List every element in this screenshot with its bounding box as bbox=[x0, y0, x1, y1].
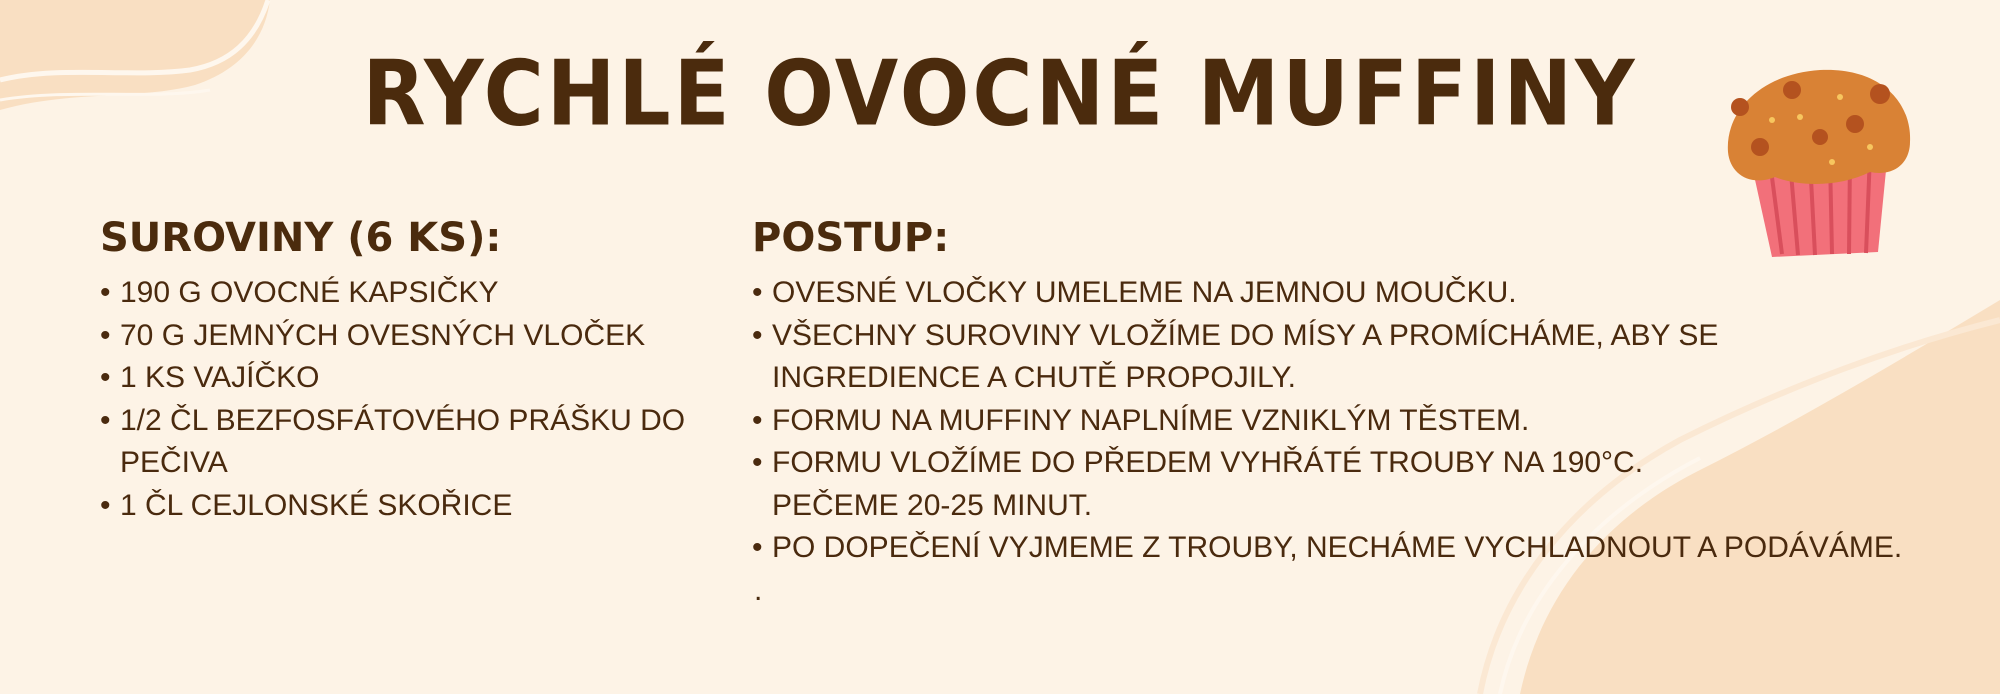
list-item bbox=[100, 400, 700, 485]
step-text: PO DOPEČENÍ VYJMEME Z TROUBY, NECHÁME VYCHLADNOUT A PODÁVÁME. bbox=[772, 531, 1903, 564]
step-text: FORMU NA MUFFINY NAPLNÍME VZNIKLÝM TĚSTEM. bbox=[772, 403, 1530, 437]
list-item bbox=[752, 272, 1952, 315]
method-heading: POSTUP: bbox=[752, 215, 950, 261]
method-section bbox=[752, 212, 1952, 612]
ingredient-text: 190 G OVOCNÉ KAPSIČKY bbox=[120, 276, 499, 309]
list-item bbox=[100, 485, 700, 528]
ingredients-section bbox=[100, 212, 700, 527]
ingredient-text: 1 ČL CEJLONSKÉ SKOŘICE bbox=[120, 488, 513, 522]
method-list bbox=[752, 272, 1952, 570]
list-item bbox=[100, 357, 700, 400]
bullet: • bbox=[100, 488, 111, 522]
list-item bbox=[752, 400, 1952, 443]
page-title: RYCHLÉ OVOCNÉ MUFFINY bbox=[362, 42, 1638, 147]
bullet: • bbox=[752, 318, 763, 352]
bullet: • bbox=[752, 276, 763, 309]
step-text: VŠECHNY SUROVINY VLOŽÍME DO MÍSY A PROMÍCHÁME, ABY SE INGREDIENCE A CHUTĚ PROPOJILY. bbox=[772, 318, 1719, 394]
ingredients-heading: SUROVINY (6 KS): bbox=[100, 215, 502, 261]
step-text: FORMU VLOŽÍME DO PŘEDEM VYHŘÁTÉ TROUBY NA 190°C. PEČEME 20-25 MINUT. bbox=[772, 446, 1644, 522]
list-item bbox=[100, 272, 700, 315]
list-item bbox=[752, 442, 1772, 527]
bullet: • bbox=[100, 403, 111, 437]
list-item bbox=[752, 315, 1772, 400]
ingredient-text: 1/2 ČL BEZFOSFÁTOVÉHO PRÁŠKU DO PEČIVA bbox=[120, 403, 686, 479]
bullet: • bbox=[100, 318, 111, 352]
ingredient-text: 70 G JEMNÝCH OVESNÝCH VLOČEK bbox=[120, 318, 646, 352]
list-item bbox=[752, 527, 1952, 570]
ingredient-text: 1 KS VAJÍČKO bbox=[120, 361, 320, 394]
bullet: • bbox=[100, 361, 111, 394]
list-item bbox=[100, 315, 700, 358]
bullet: • bbox=[752, 403, 763, 437]
step-text: OVESNÉ VLOČKY UMELEME NA JEMNOU MOUČKU. bbox=[772, 276, 1517, 309]
trailing-dot: . bbox=[754, 573, 763, 607]
bullet: • bbox=[752, 446, 763, 479]
bullet: • bbox=[100, 276, 111, 309]
bullet: • bbox=[752, 531, 763, 564]
ingredients-list bbox=[100, 272, 700, 527]
